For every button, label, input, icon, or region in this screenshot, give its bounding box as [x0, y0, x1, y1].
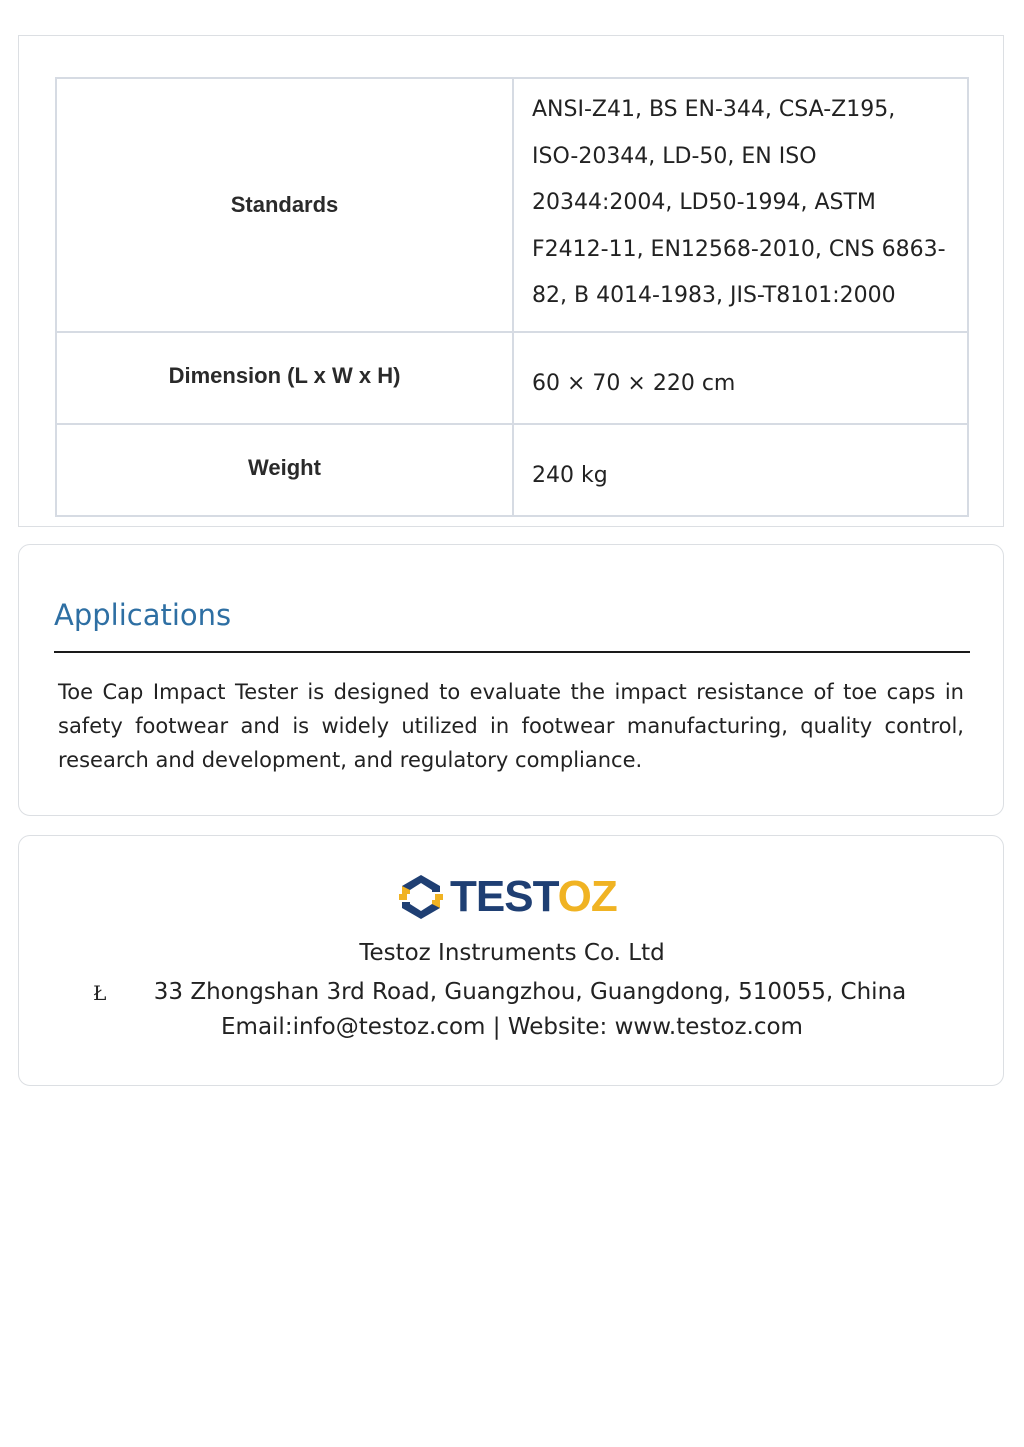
email-website: Email:info@testoz.com | Website: www.testoz.com	[221, 1014, 803, 1040]
table-row	[56, 332, 968, 424]
logo-wordmark	[450, 872, 617, 921]
standards-line: ISO-20344, LD-50, EN ISO	[532, 143, 817, 169]
company-name: Testoz Instruments Co. Ltd	[359, 940, 665, 966]
specifications-card	[18, 35, 1004, 527]
company-address	[19, 979, 1005, 1005]
standards-label: Standards	[56, 78, 513, 332]
dimension-value: 60 × 70 × 220 cm	[513, 332, 968, 424]
testoz-logo	[396, 869, 628, 925]
standards-line: ANSI-Z41, BS EN-344, CSA-Z195,	[532, 97, 896, 122]
weight-value: 240 kg	[513, 424, 968, 516]
contact-card	[18, 835, 1004, 1086]
weight-label: Weight	[56, 424, 513, 516]
table-row	[56, 78, 968, 332]
logo-text-part1: TEST	[450, 872, 558, 921]
applications-card	[18, 544, 1004, 816]
standards-line: 82, B 4014-1983, JIS-T8101:2000	[532, 283, 896, 308]
address-text: 33 Zhongshan 3rd Road, Guangzhou, Guangdong, 510055, China	[153, 979, 907, 1005]
standards-line: F2412-11, EN12568-2010, CNS 6863-	[532, 236, 946, 262]
dimension-label: Dimension (L x W x H)	[56, 332, 513, 424]
applications-title: Applications	[54, 598, 232, 632]
logo-text-part2: OZ	[557, 872, 617, 921]
standards-line: 20344:2004, LD50-1994, ASTM	[532, 190, 876, 215]
location-icon: Ł	[93, 981, 107, 1005]
applications-description: Toe Cap Impact Tester is designed to evaluate the impact resistance of toe caps in safety footwear and is widely utilized in footwear manufacturing, quality control, research and development, and regulatory compliance.	[58, 680, 964, 772]
specifications-table	[55, 77, 969, 517]
applications-divider	[54, 651, 970, 653]
standards-value	[513, 78, 968, 332]
table-row	[56, 424, 968, 516]
logo-mark-icon	[396, 872, 446, 922]
